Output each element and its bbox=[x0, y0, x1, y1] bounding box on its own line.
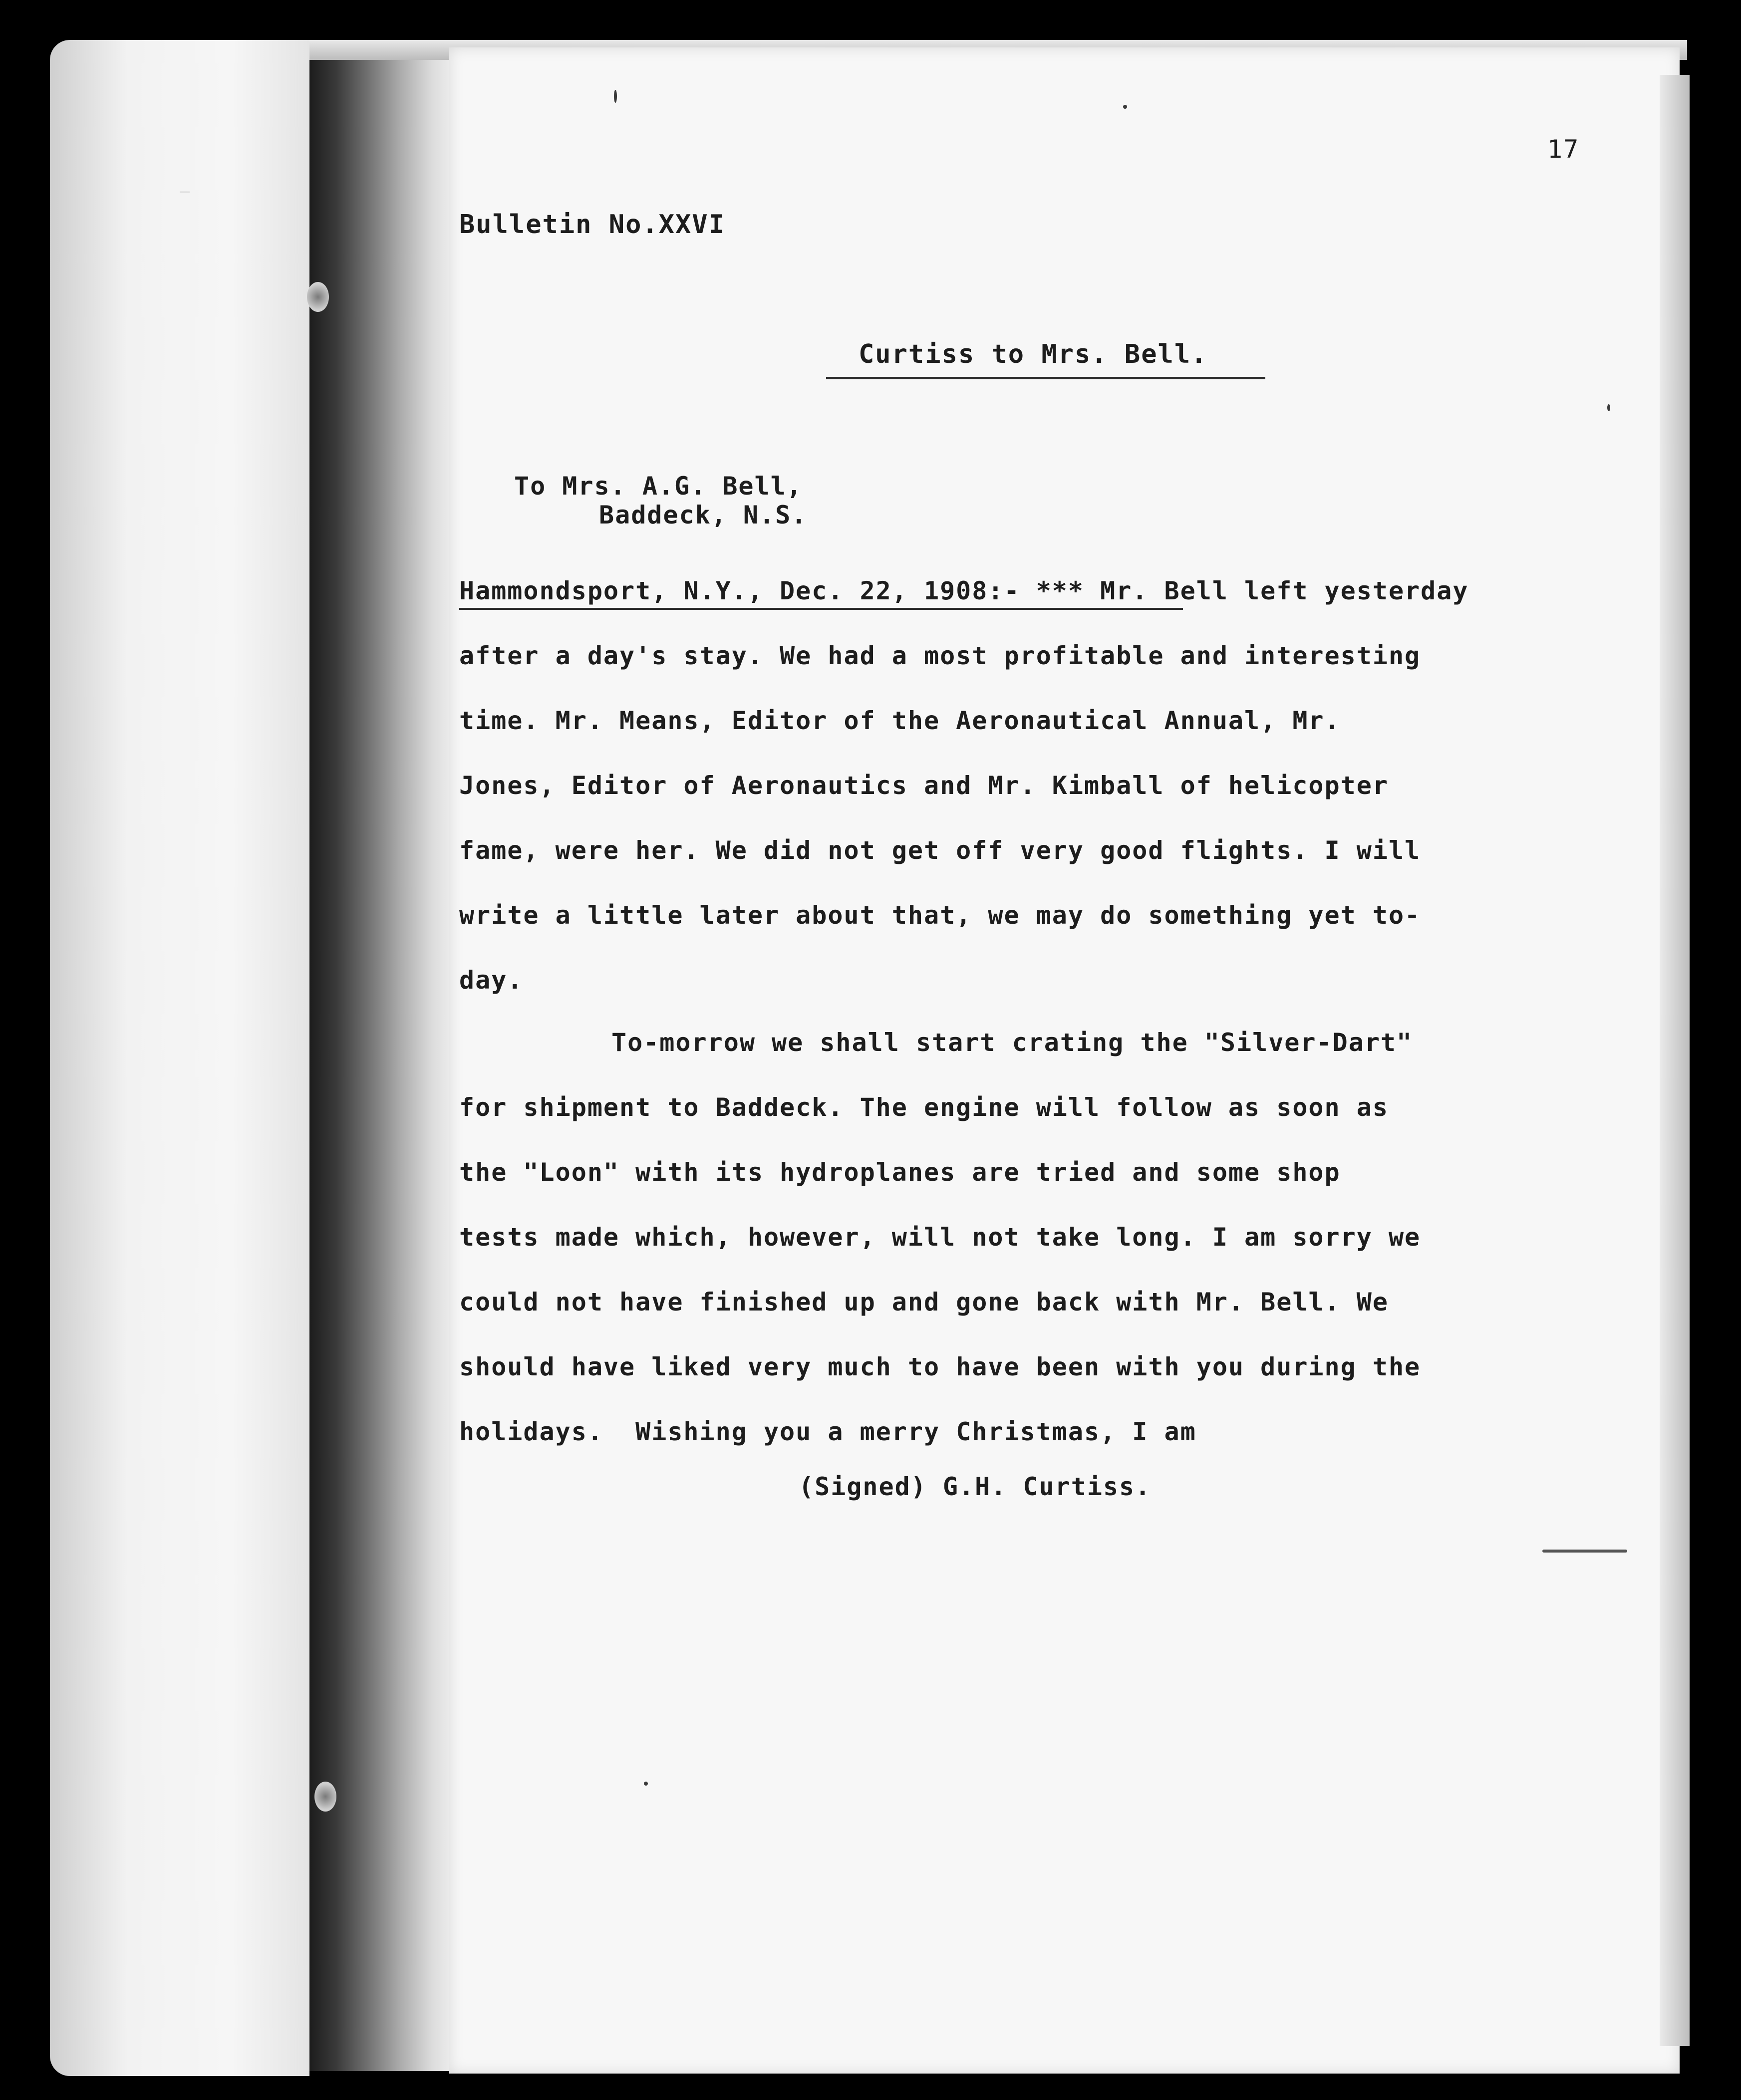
body-line: should have liked very much to have been with you during the bbox=[459, 1352, 1421, 1381]
body-line: tests made which, however, will not take long. I am sorry we bbox=[459, 1223, 1421, 1252]
address-recipient: To Mrs. A.G. Bell, bbox=[514, 472, 803, 501]
signature: (Signed) G.H. Curtiss. bbox=[799, 1472, 1152, 1501]
film-speck bbox=[614, 90, 617, 103]
body-line: could not have finished up and gone back with Mr. Bell. We bbox=[459, 1288, 1389, 1316]
binder-hole-top bbox=[307, 282, 329, 312]
letter-title: Curtiss to Mrs. Bell. bbox=[859, 339, 1208, 369]
binding-shadow bbox=[309, 45, 459, 2071]
binder-hole-bottom bbox=[314, 1782, 336, 1812]
body-line: To-morrow we shall start crating the "Silver-Dart" bbox=[611, 1028, 1413, 1057]
body-line: after a day's stay. We had a most profitable and interesting bbox=[459, 641, 1421, 670]
address-location: Baddeck, N.S. bbox=[599, 501, 808, 529]
body-line: write a little later about that, we may do something yet to- bbox=[459, 901, 1421, 930]
page-right-edge bbox=[1660, 75, 1690, 2046]
ghost-text: _ bbox=[180, 170, 190, 193]
film-speck bbox=[644, 1782, 648, 1786]
film-speck bbox=[1123, 105, 1127, 109]
bulletin-heading: Bulletin No.XXVI bbox=[459, 210, 725, 240]
body-line: Jones, Editor of Aeronautics and Mr. Kimball of helicopter bbox=[459, 771, 1389, 800]
title-underline bbox=[826, 377, 1265, 379]
pencil-mark bbox=[1542, 1550, 1627, 1553]
body-line: the "Loon" with its hydroplanes are tried and some shop bbox=[459, 1158, 1341, 1187]
body-line: day. bbox=[459, 966, 524, 995]
body-line: Hammondsport, N.Y., Dec. 22, 1908:- *** Mr. Bell left yesterday bbox=[459, 576, 1469, 605]
page-number: 17 bbox=[1547, 135, 1580, 164]
body-line: fame, were her. We did not get off very good flights. I will bbox=[459, 836, 1421, 865]
body-line: for shipment to Baddeck. The engine will follow as soon as bbox=[459, 1093, 1389, 1122]
film-speck bbox=[1607, 404, 1610, 411]
body-line: time. Mr. Means, Editor of the Aeronautical Annual, Mr. bbox=[459, 706, 1341, 735]
body-line: holidays. Wishing you a merry Christmas, I am bbox=[459, 1417, 1196, 1446]
adjacent-page bbox=[50, 40, 309, 2076]
dateline-underline bbox=[459, 608, 1183, 610]
